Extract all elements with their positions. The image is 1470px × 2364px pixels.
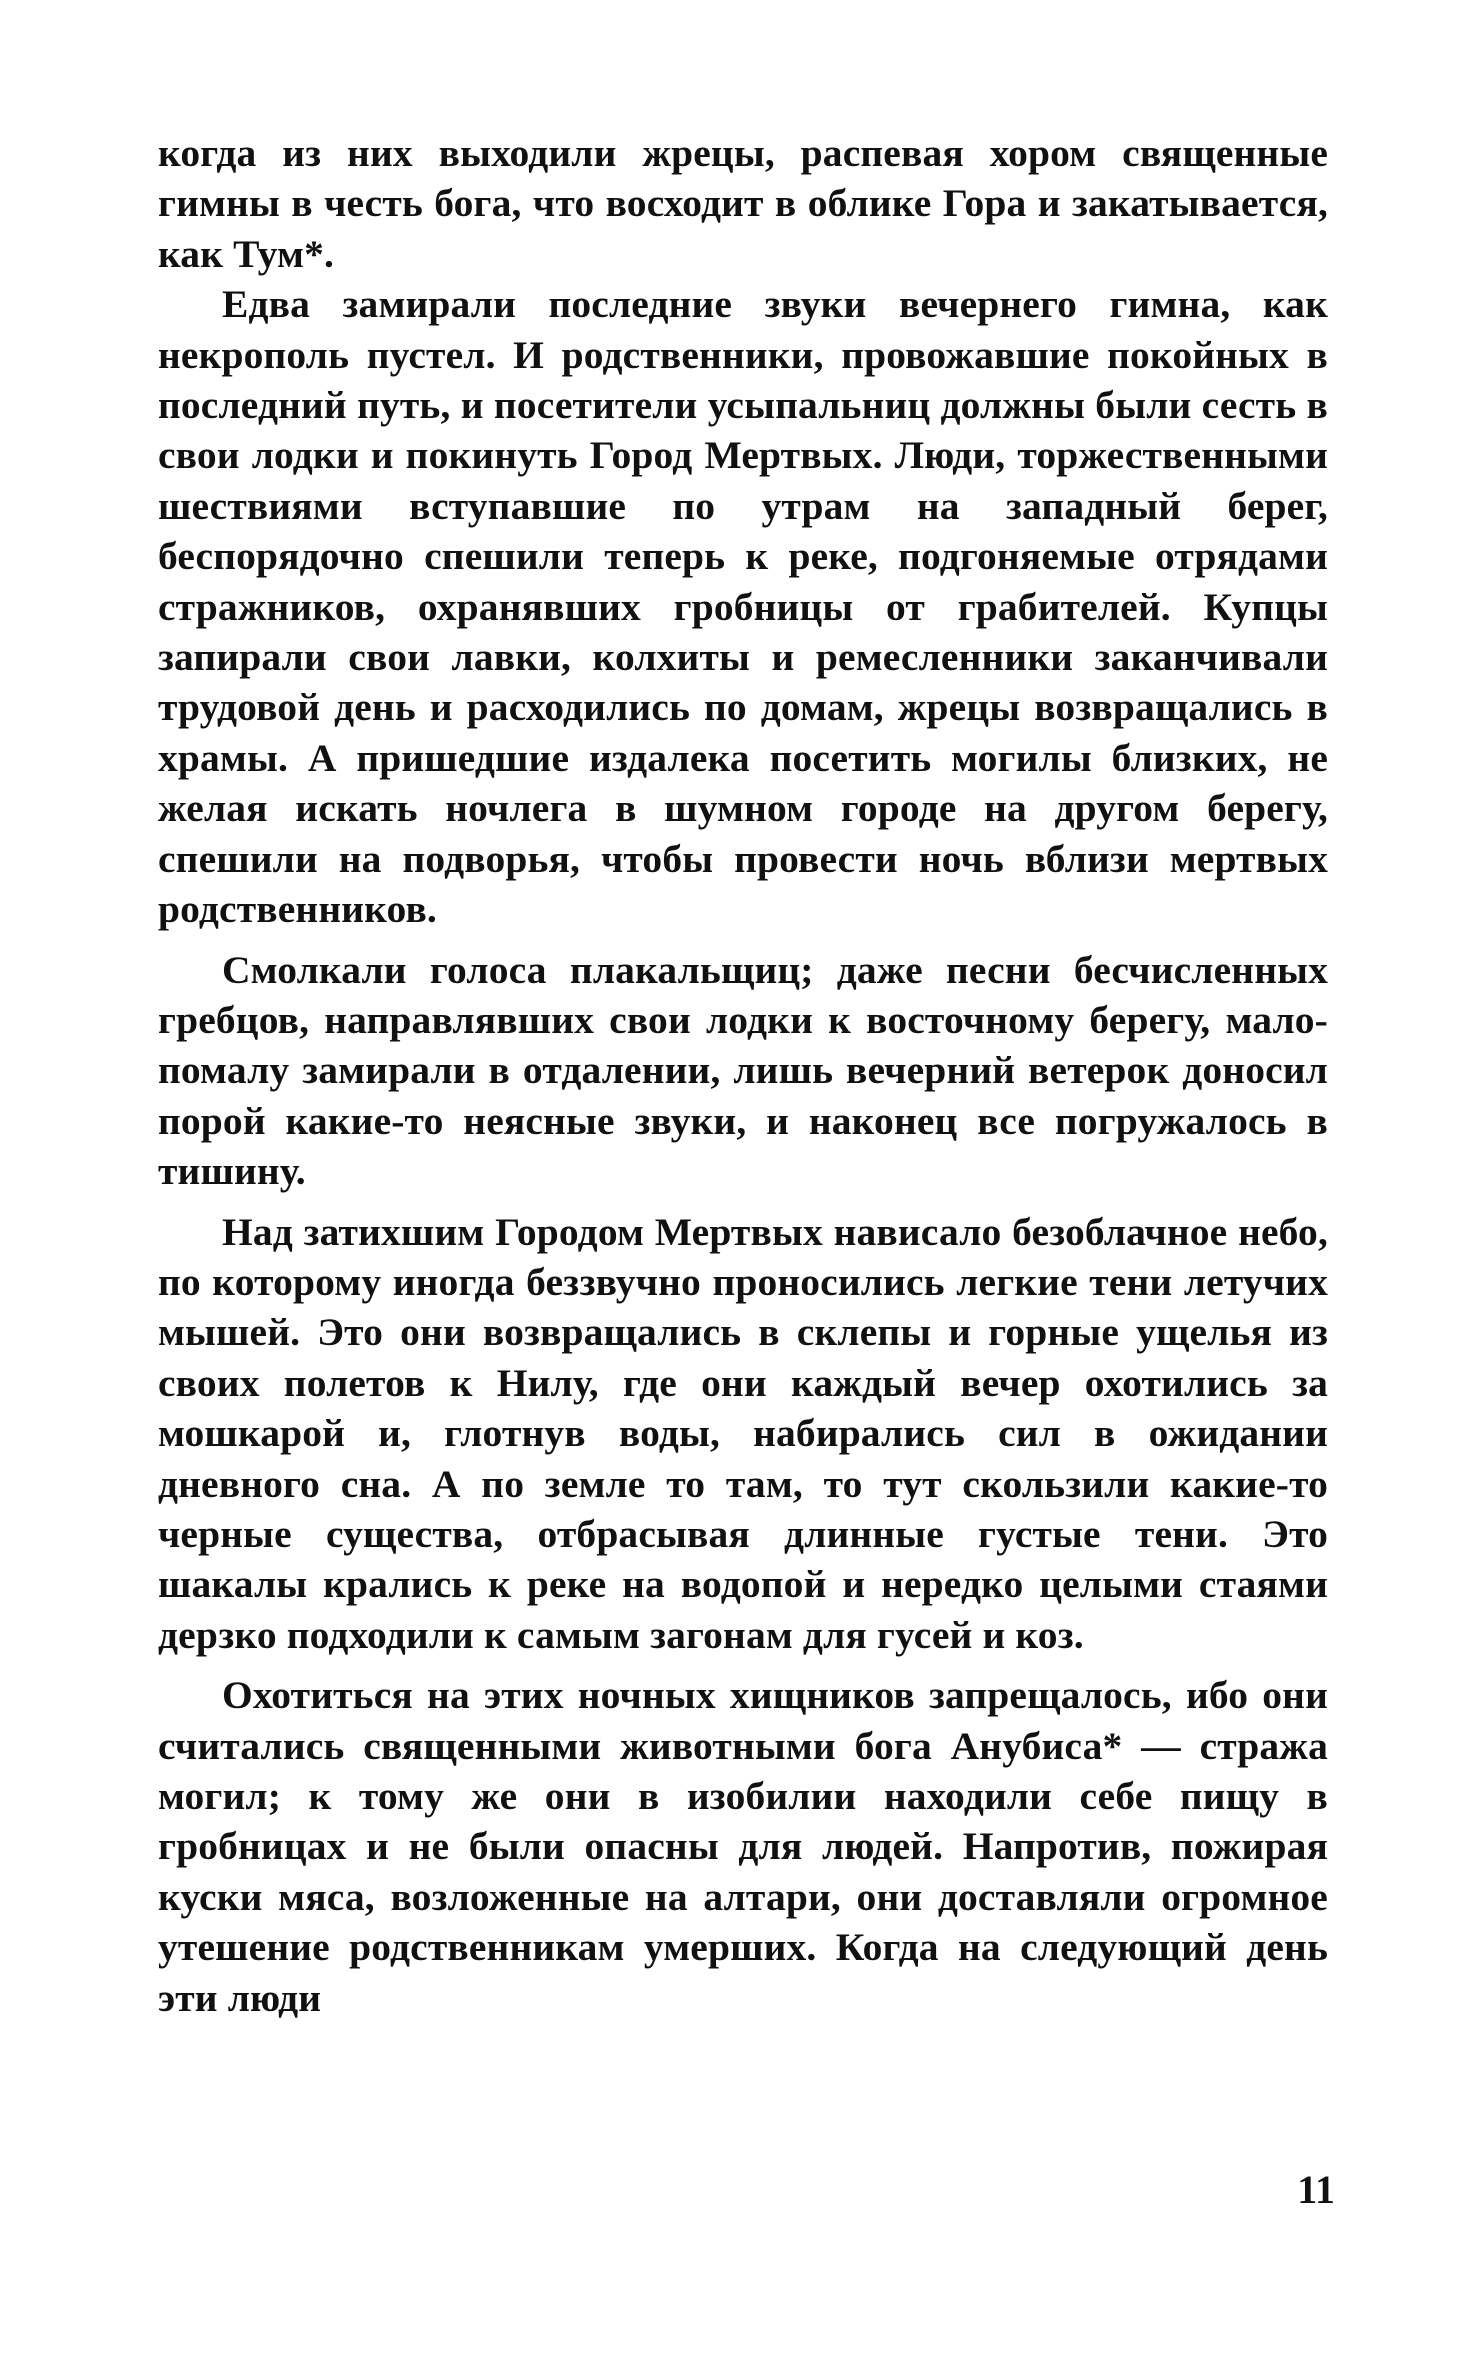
paragraph-continuation: когда из них выходили жрецы, распевая хором священные гимны в честь бога, что восходит в облике Гора и закатывается, как Тум*. (158, 131, 1328, 276)
paragraph-bats-and-jackals: Над затихшим Городом Мертвых нависало безоблачное небо, по которому иногда беззвучно проносились легкие тени летучих мышей. Это они возвращались в склепы и горные ущелья из своих полетов к Нилу, где они каждый вечер охотились за мошкарой и, глотнув воды, набирались сил в ожидании дневного сна. А по земле то там, то тут скользили какие-то черные существа, отбрасывая длинные густые тени. Это шакалы крались к реке на водопой и нередко целыми стаями дерзко подходили к самым загонам для гусей и коз. (158, 1209, 1328, 1657)
paragraph-necropolis-empties: Едва замирали последние звуки вечернего гимна, как некрополь пустел. И родственники, провожавшие покойных в последний путь, и посетители усыпальниц должны были сесть в свои лодки и покинуть Город Мертвых. Люди, торжественными шествиями вступавшие по утрам на западный берег, беспорядочно спешили теперь к реке, подгоняемые отрядами стражников, охранявших гробницы от грабителей. Купцы запирали свои лавки, колхиты и ремесленники заканчивали трудовой день и расходились по домам, жрецы возвращались в храмы. А пришедшие издалека посетить могилы близких, не желая искать ночлега в шумном городе на другом берегу, спешили на подворья, чтобы провести ночь вблизи мертвых родственников. (158, 282, 1328, 932)
paragraph-hunting-forbidden: Охотиться на этих ночных хищников запрещалось, ибо они считались священными животными бога Анубиса* — стража могил; к тому же они в изобилии находили себе пищу в гробницах и не были опасны для людей. Напротив, пожирая куски мяса, возложенные на алтари, они доставляли огромное утешение родственникам умерших. Когда на следующий день эти люди (158, 1673, 1328, 2020)
page-text-body (158, 128, 1328, 2023)
paragraph-voices-fall-silent: Смолкали голоса плакальщиц; даже песни бесчисленных гребцов, направлявших свои лодки к восточному берегу, мало-помалу замирали в отдалении, лишь вечерний ветерок доносил порой какие-то неясные звуки, и наконец все погружалось в тишину. (158, 947, 1328, 1194)
page-number: 11 (1297, 2167, 1335, 2212)
